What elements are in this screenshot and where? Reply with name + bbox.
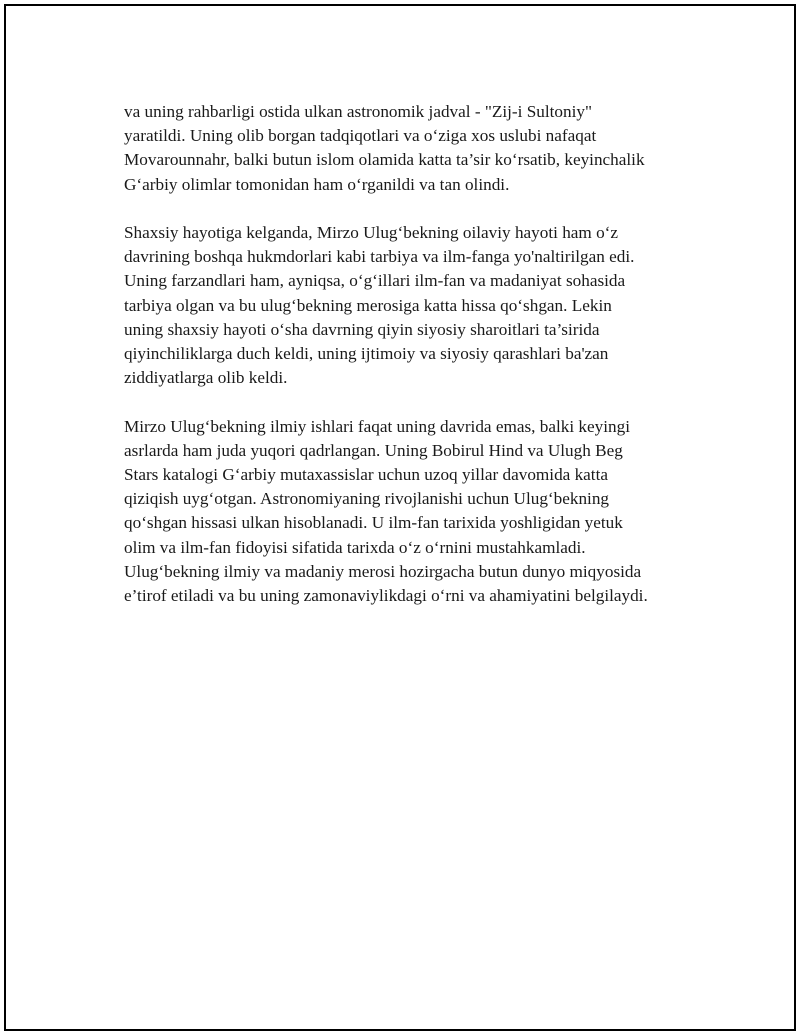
text-line: Uning farzandlari ham, ayniqsa, o‘g‘illari ilm-fan va madaniyat sohasida [124,271,626,291]
text-line: qiyinchiliklarga duch keldi, uning ijtimoiy va siyosiy qarashlari ba'zan [124,344,609,364]
text-line: Ulug‘bekning ilmiy va madaniy merosi hozirgacha butun dunyo miqyosida [124,561,642,581]
text-line: yaratildi. Uning olib borgan tadqiqotlari va o‘ziga xos uslubi nafaqat [124,126,597,146]
text-line: Stars katalogi G‘arbiy mutaxassislar uchun uzoq yillar davomida katta [124,465,608,485]
text-line: G‘arbiy olimlar tomonidan ham o‘rganildi va tan olindi. [124,174,510,194]
text-line: qo‘shgan hissasi ulkan hisoblanadi. U ilm-fan tarixida yoshligidan yetuk [124,513,623,533]
text-line: qiziqish uyg‘otgan. Astronomiyaning rivojlanishi uchun Ulug‘bekning [124,489,610,509]
text-line: uning shaxsiy hayoti o‘sha davrning qiyin siyosiy sharoitlari ta’sirida [124,319,600,339]
paragraph-2 [124,221,704,390]
document-body [124,100,704,632]
text-line: asrlarda ham juda yuqori qadrlangan. Uning Bobirul Hind va Ulugh Beg [124,440,623,460]
text-line: tarbiya olgan va bu ulug‘bekning merosiga katta hissa qo‘shgan. Lekin [124,295,612,315]
text-line: Mirzo Ulug‘bekning ilmiy ishlari faqat uning davrida emas, balki keyingi [124,416,630,436]
paragraph-1 [124,100,704,197]
text-line: davrining boshqa hukmdorlari kabi tarbiya va ilm-fanga yo'naltirilgan edi. [124,247,635,267]
text-line: Movarounnahr, balki butun islom olamida katta ta’sir ko‘rsatib, keyinchalik [124,150,645,170]
text-line: ziddiyatlarga olib keldi. [124,368,288,388]
text-line: Shaxsiy hayotiga kelganda, Mirzo Ulug‘bekning oilaviy hayoti ham o‘z [124,223,619,242]
text-line: olim va ilm-fan fidoyisi sifatida tarixda o‘z o‘rnini mustahkamladi. [124,537,586,557]
text-line: e’tirof etiladi va bu uning zamonaviylikdagi o‘rni va ahamiyatini belgilaydi. [124,586,648,606]
text-line: va uning rahbarligi ostida ulkan astronomik jadval - "Zij-i Sultoniy" [124,102,592,121]
paragraph-3 [124,415,704,609]
page-frame [4,4,796,1031]
